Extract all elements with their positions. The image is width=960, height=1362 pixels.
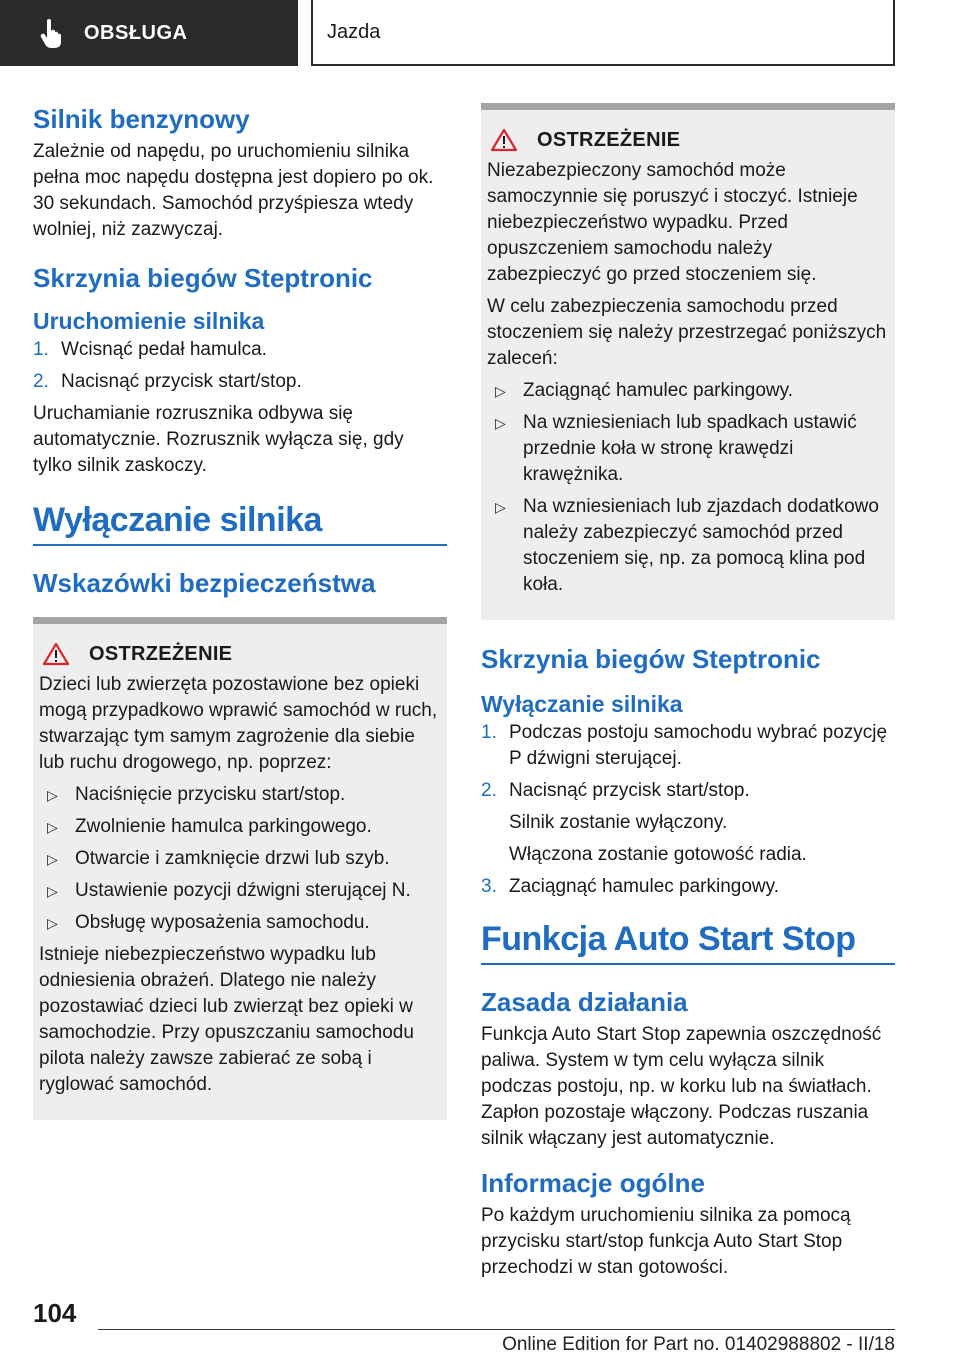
step-note: Silnik zostanie wyłączony. — [509, 812, 728, 833]
warning-text: Dzieci lub zwierzęta pozostawione bez opieki mogą przypadkowo wprawić samochód w ruch, stwarzając tym samym zagrożenie dla siebie lub ruchu drogowego, np. poprzez: — [39, 674, 438, 773]
steps-list — [481, 720, 895, 804]
steps-list — [33, 337, 447, 395]
list-item: ▷ Naciśnięcie przycisku start/stop. — [39, 782, 441, 808]
tab-obsluga[interactable] — [0, 0, 298, 66]
warning-triangle-icon — [491, 128, 517, 152]
right-column — [481, 103, 895, 1287]
heading-zasada-dzialania: Zasada działania — [481, 987, 688, 1017]
bullet-triangle-icon: ▷ — [495, 383, 506, 399]
bullet-triangle-icon: ▷ — [47, 883, 58, 899]
warning-text: Niezabezpieczony samochód może samoczynnie się poruszyć i stoczyć. Istnieje niebezpieczeństwo wypadku. Przed opuszczeniem samochodu należy zabezpieczyć go przed stoczeniem się. — [487, 160, 858, 285]
heading-wskazowki-bezpieczenstwa: Wskazówki bezpieczeństwa — [33, 568, 376, 598]
footer-divider — [98, 1329, 895, 1330]
bullet-triangle-icon: ▷ — [495, 499, 506, 515]
paragraph: Uruchamianie rozrusznika odbywa się automatycznie. Rozrusznik wyłącza się, gdy tylko silnik zaskoczy. — [33, 403, 404, 476]
warning-title: OSTRZEŻENIE — [39, 642, 441, 666]
bullet-triangle-icon: ▷ — [47, 819, 58, 835]
warning-triangle-icon — [43, 642, 69, 666]
page-number: 104 — [33, 1298, 77, 1328]
list-item: ▷ Ustawienie pozycji dźwigni sterującej N. — [39, 878, 441, 904]
warning-box — [481, 103, 895, 620]
warning-text: W celu zabezpieczenia samochodu przed stoczeniem się należy przestrzegać poniższych zaleceń: — [487, 296, 887, 369]
tab-obsluga-label: OBSŁUGA — [84, 21, 188, 44]
list-item: ▷ Otwarcie i zamknięcie drzwi lub szyb. — [39, 846, 441, 872]
heading-auto-start-stop: Funkcja Auto Start Stop — [481, 920, 895, 965]
warning-bullets — [487, 378, 889, 598]
list-item: ▷ Obsługę wyposażenia samochodu. — [39, 910, 441, 936]
paragraph: Funkcja Auto Start Stop zapewnia oszczędność paliwa. System w tym celu wyłącza silnik podczas postoju, np. w korku lub na światłach. Zapłon pozostaje włączony. Podczas ruszania silnik włączany jest automatycznie. — [481, 1024, 882, 1149]
warning-box — [33, 617, 447, 1120]
heading-skrzynia-steptronic: Skrzynia biegów Steptronic — [33, 263, 373, 293]
bullet-triangle-icon: ▷ — [47, 915, 58, 931]
heading-wylaczanie-silnika: Wyłączanie silnika — [33, 501, 447, 546]
heading-uruchomienie-silnika: Uruchomienie silnika — [33, 308, 265, 334]
hand-pointer-icon — [38, 18, 64, 48]
footer-edition: Online Edition for Part no. 01402988802 - II/18 — [502, 1334, 895, 1355]
paragraph: Po każdym uruchomieniu silnika za pomocą przycisku start/stop funkcja Auto Start Stop przechodzi w stan gotowości. — [481, 1205, 851, 1278]
paragraph: Zależnie od napędu, po uruchomieniu silnika pełna moc napędu dostępna jest dopiero po ok. 30 sekundach. Samochód przyśpiesza wtedy wolniej, niż zazwyczaj. — [33, 141, 434, 240]
list-item: ▷ Na wzniesieniach lub zjazdach dodatkowo należy zabezpieczyć samochód przed stoczeniem się, np. za pomocą klina pod koła. — [487, 494, 889, 598]
steps-list — [481, 874, 895, 900]
bullet-triangle-icon: ▷ — [495, 415, 506, 431]
page-header — [0, 0, 960, 66]
list-item: ▷ Zaciągnąć hamulec parkingowy. — [487, 378, 889, 404]
section-title: Jazda — [311, 0, 895, 66]
left-column — [33, 100, 447, 1120]
list-item: 1. Wcisnąć pedał hamulca. — [33, 339, 267, 360]
warning-title: OSTRZEŻENIE — [487, 128, 889, 152]
list-item: 2. Nacisnąć przycisk start/stop. — [481, 780, 750, 801]
warning-text: Istnieje niebezpieczeństwo wypadku lub odniesienia obrażeń. Dlatego nie należy pozostawiać dzieci lub zwierząt bez opieki w samochodzie. Przy opuszczaniu samochodu pilota należy zawsze zabierać ze sobą i ryglować samochód. — [39, 944, 414, 1095]
list-item: 2. Nacisnąć przycisk start/stop. — [33, 371, 302, 392]
list-item: 1. Podczas postoju samochodu wybrać pozycję P dźwigni sterującej. — [481, 722, 888, 769]
list-item: ▷ Zwolnienie hamulca parkingowego. — [39, 814, 441, 840]
step-note: Włączona zostanie gotowość radia. — [509, 844, 807, 865]
list-item: ▷ Na wzniesieniach lub spadkach ustawić przednie koła w stronę krawędzi krawężnika. — [487, 410, 889, 488]
bullet-triangle-icon: ▷ — [47, 787, 58, 803]
heading-wylaczanie-silnika-sub: Wyłączanie silnika — [481, 691, 683, 717]
heading-skrzynia-steptronic: Skrzynia biegów Steptronic — [481, 644, 821, 674]
heading-silnik-benzynowy: Silnik benzynowy — [33, 104, 250, 134]
bullet-triangle-icon: ▷ — [47, 851, 58, 867]
warning-bullets — [39, 782, 441, 936]
heading-informacje-ogolne: Informacje ogólne — [481, 1168, 705, 1198]
list-item: 3. Zaciągnąć hamulec parkingowy. — [481, 876, 780, 897]
